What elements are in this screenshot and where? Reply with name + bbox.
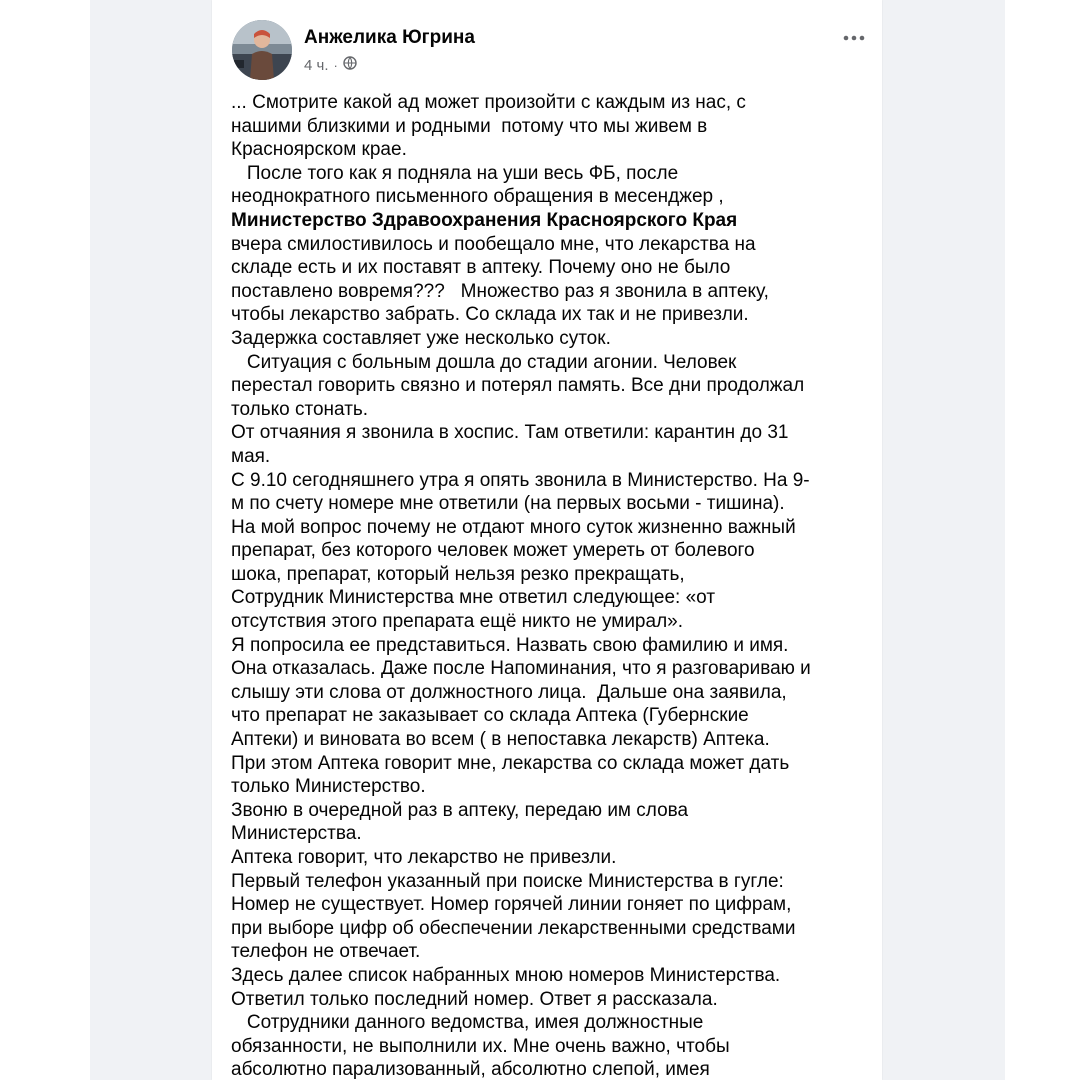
globe-icon[interactable]: [343, 56, 357, 74]
post-text-line: м по счету номере мне ответили (на первых восьми - тишина).: [231, 493, 785, 515]
post-text: [231, 91, 871, 1080]
post-text-line: Номер не существует. Номер горячей линии гоняет по цифрам,: [231, 894, 792, 916]
post-text-line: отсутствия этого препарата ещё никто не умирал».: [231, 611, 684, 633]
post-text-line: складе есть и их поставят в аптеку. Почему оно не было: [231, 257, 731, 279]
post-text-line: неоднократного письменного обращения в месенджер ,: [231, 186, 724, 208]
post-meta: [304, 56, 357, 74]
post-text-line: вчера смилостивилось и пообещало мне, что лекарства на: [231, 233, 756, 255]
post-text-line: Она отказалась. Даже после Напоминания, что я разговариваю и: [231, 658, 811, 680]
post-text-line: При этом Аптека говорит мне, лекарства со склада может дать: [231, 752, 790, 774]
avatar[interactable]: [232, 20, 292, 80]
post-text-line: при выборе цифр об обеспечении лекарственными средствами: [231, 917, 796, 939]
post-text-line: Министерства.: [231, 823, 362, 845]
post-text-line: Задержка составляет уже несколько суток.: [231, 327, 611, 349]
post-text-line: Первый телефон указанный при поиске Министерства в гугле:: [231, 870, 784, 892]
meta-separator: ·: [333, 57, 338, 73]
more-options-button[interactable]: [840, 24, 868, 52]
post-text-line: Сотрудники данного ведомства, имея должностные: [231, 1012, 704, 1034]
avatar-photo: [232, 20, 292, 80]
post-text-line-emphasis: Министерство Здравоохранения Красноярского Края: [231, 209, 738, 231]
post-text-line: С 9.10 сегодняшнего утра я опять звонила в Министерство. На 9-: [231, 469, 810, 491]
post-text-line: Аптеки) и виновата во всем ( в непоставка лекарств) Аптека.: [231, 729, 770, 751]
post-text-line: нашими близкими и родными потому что мы живем в: [231, 115, 708, 137]
post-text-line: перестал говорить связно и потерял память. Все дни продолжал: [231, 375, 805, 397]
post-text-line: только Министерство.: [231, 776, 426, 798]
post-text-line: только стонать.: [231, 398, 369, 420]
post-text-line: Я попросила ее представиться. Назвать свою фамилию и имя.: [231, 634, 789, 656]
author-name[interactable]: Анжелика Югрина: [304, 27, 475, 48]
post-text-line: Сотрудник Министерства мне ответил следующее: «от: [231, 587, 716, 609]
post-text-line: что препарат не заказывает со склада Аптека (Губернские: [231, 705, 749, 727]
post-text-line: мая.: [231, 445, 271, 467]
post-text-line: Аптека говорит, что лекарство не привезли.: [231, 847, 617, 868]
post-text-line: На мой вопрос почему не отдают много суток жизненно важный: [231, 516, 796, 538]
more-horizontal-icon: [843, 35, 865, 41]
post-text-line: слышу эти слова от должностного лица. Дальше она заявила,: [231, 681, 787, 703]
post-text-line: поставлено вовремя??? Множество раз я звонила в аптеку,: [231, 280, 769, 302]
post-text-line: Ситуация с больным дошла до стадии агонии. Человек: [231, 351, 737, 373]
post-text-line: После того как я подняла на уши весь ФБ, после: [231, 162, 679, 184]
post-text-line: препарат, без которого человек может умереть от болевого: [231, 540, 755, 562]
post-text-line: Здесь далее список набранных мною номеров Министерства.: [231, 964, 781, 986]
post-time[interactable]: 4 ч.: [304, 56, 329, 74]
post-card: [212, 0, 882, 1080]
post-text-line: обязанности, не выполнили их. Мне очень важно, чтобы: [231, 1035, 730, 1057]
post-text-line: шока, препарат, который нельзя резко прекращать,: [231, 563, 685, 585]
post-text-line: ... Смотрите какой ад может произойти с каждым из нас, с: [231, 92, 746, 113]
post-text-line: Красноярском крае.: [231, 139, 407, 161]
post-text-line: чтобы лекарство забрать. Со склада их так и не привезли.: [231, 304, 749, 326]
post-text-line: абсолютно парализованный, абсолютно слепой, имея: [231, 1059, 710, 1080]
post-text-line: От отчаяния я звонила в хоспис. Там ответили: карантин до 31: [231, 422, 789, 444]
post-text-line: Звоню в очередной раз в аптеку, передаю им слова: [231, 799, 689, 821]
post-text-line: телефон не отвечает.: [231, 941, 421, 963]
post-text-line: Ответил только последний номер. Ответ я рассказала.: [231, 988, 718, 1010]
